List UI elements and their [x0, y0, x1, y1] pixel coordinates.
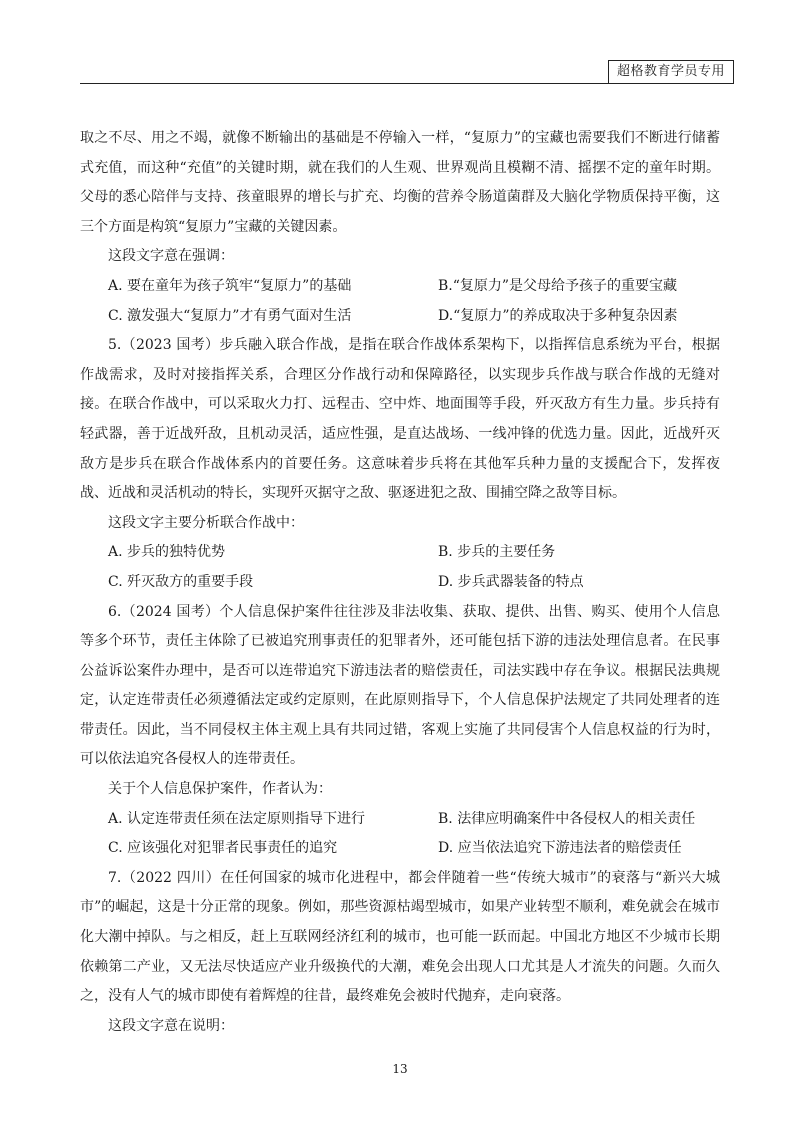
intro-paragraph: 取之不尽、用之不竭，就像不断输出的基础是不停输入一样，“复原力”的宝藏也需要我们不断进行储蓄式充值，而这种“充值”的关键时期，就在我们的人生观、世界观尚且模糊不清、摇摆不定的童年时期。父母的悉心陪伴与支持、孩童眼界的增长与扩充、均衡的营养令肠道菌群及大脑化学物质保持平衡，这三个方面是构筑“复原力”宝藏的关键因素。	[80, 130, 720, 235]
option-a: A. 步兵的独特优势	[108, 544, 226, 561]
page-number: 13	[392, 1062, 408, 1076]
option-a: A. 要在童年为孩子筑牢“复原力”的基础	[108, 277, 352, 294]
question-5-options	[80, 538, 720, 597]
question-5-paragraph: 5.（2023 国考）步兵融入联合作战，是指在联合作战体系架构下，以指挥信息系统为平台，根据作战需求，及时对接指挥关系，合理区分作战行动和保障路径，以实现步兵作战与联合作战的无缝对接。在联合作战中，可以采取火力打、远程击、空中炸、地面围等手段，歼灭敌方有生力量。步兵持有轻武器，善于近战歼敌，且机动灵活，适应性强，是直达战场、一线冲锋的优选力量。因此，近战歼灭敌方是步兵在联合作战体系内的首要任务。这意味着步兵将在其他军兵种力量的支援配合下，发挥夜战、近战和灵活机动的特长，实现歼灭据守之敌、驱逐进犯之敌、围捕空降之敌等目标。	[80, 337, 720, 502]
question-5-prompt: 这段文字主要分析联合作战中：	[108, 514, 304, 531]
option-c: C. 激发强大“复原力”才有勇气面对生活	[108, 307, 352, 324]
intro-question: 这段文字意在强调：	[108, 248, 234, 265]
header-label: 超格教育学员专用	[608, 60, 734, 84]
question-6-paragraph: 6.（2024 国考）个人信息保护案件往往涉及非法收集、获取、提供、出售、购买、使用个人信息等多个环节，责任主体除了已被追究刑事责任的犯罪者外，还可能包括下游的违法处理信息者。在民事公益诉讼案件办理中，是否可以连带追究下游违法者的赔偿责任，司法实践中存在争议。根据民法典规定，认定连带责任必须遵循法定或约定原则，在此原则指导下，个人信息保护法规定了共同处理者的连带责任。因此，当不同侵权主体主观上具有共同过错，客观上实施了共同侵害个人信息权益的行为时，可以依法追究各侵权人的连带责任。	[80, 603, 720, 768]
option-b: B. 法律应明确案件中各侵权人的相关责任	[438, 810, 696, 827]
option-d: D. 应当依法追究下游违法者的赔偿责任	[438, 840, 682, 857]
page-content	[80, 124, 720, 1041]
option-b: B.“复原力”是父母给予孩子的重要宝藏	[438, 277, 678, 294]
option-d: D. 步兵武器装备的特点	[438, 573, 584, 590]
option-a: A. 认定连带责任须在法定原则指导下进行	[108, 810, 366, 827]
option-d: D.“复原力”的养成取决于多种复杂因素	[438, 307, 678, 324]
option-c: C. 应该强化对犯罪者民事责任的追究	[108, 840, 338, 857]
intro-options	[80, 272, 720, 331]
option-b: B. 步兵的主要任务	[438, 544, 556, 561]
question-6-options	[80, 805, 720, 864]
question-6-prompt: 关于个人信息保护案件，作者认为：	[108, 781, 332, 798]
question-7-paragraph: 7.（2022 四川）在任何国家的城市化进程中，都会伴随着一些“传统大城市”的衰落与“新兴大城市”的崛起，这是十分正常的现象。例如，那些资源枯竭型城市，如果产业转型不顺利，难免就会在城市化大潮中掉队。与之相反，赶上互联网经济红利的城市，也可能一跃而起。中国北方地区不少城市长期依赖第二产业，又无法尽快适应产业升级换代的大潮，难免会出现人口尤其是人才流失的问题。久而久之，没有人气的城市即使有着辉煌的往昔，最终难免会被时代抛弃，走向衰落。	[80, 869, 720, 1005]
question-7-prompt: 这段文字意在说明：	[108, 1017, 234, 1034]
header-divider	[80, 83, 720, 84]
option-c: C. 歼灭敌方的重要手段	[108, 573, 254, 590]
